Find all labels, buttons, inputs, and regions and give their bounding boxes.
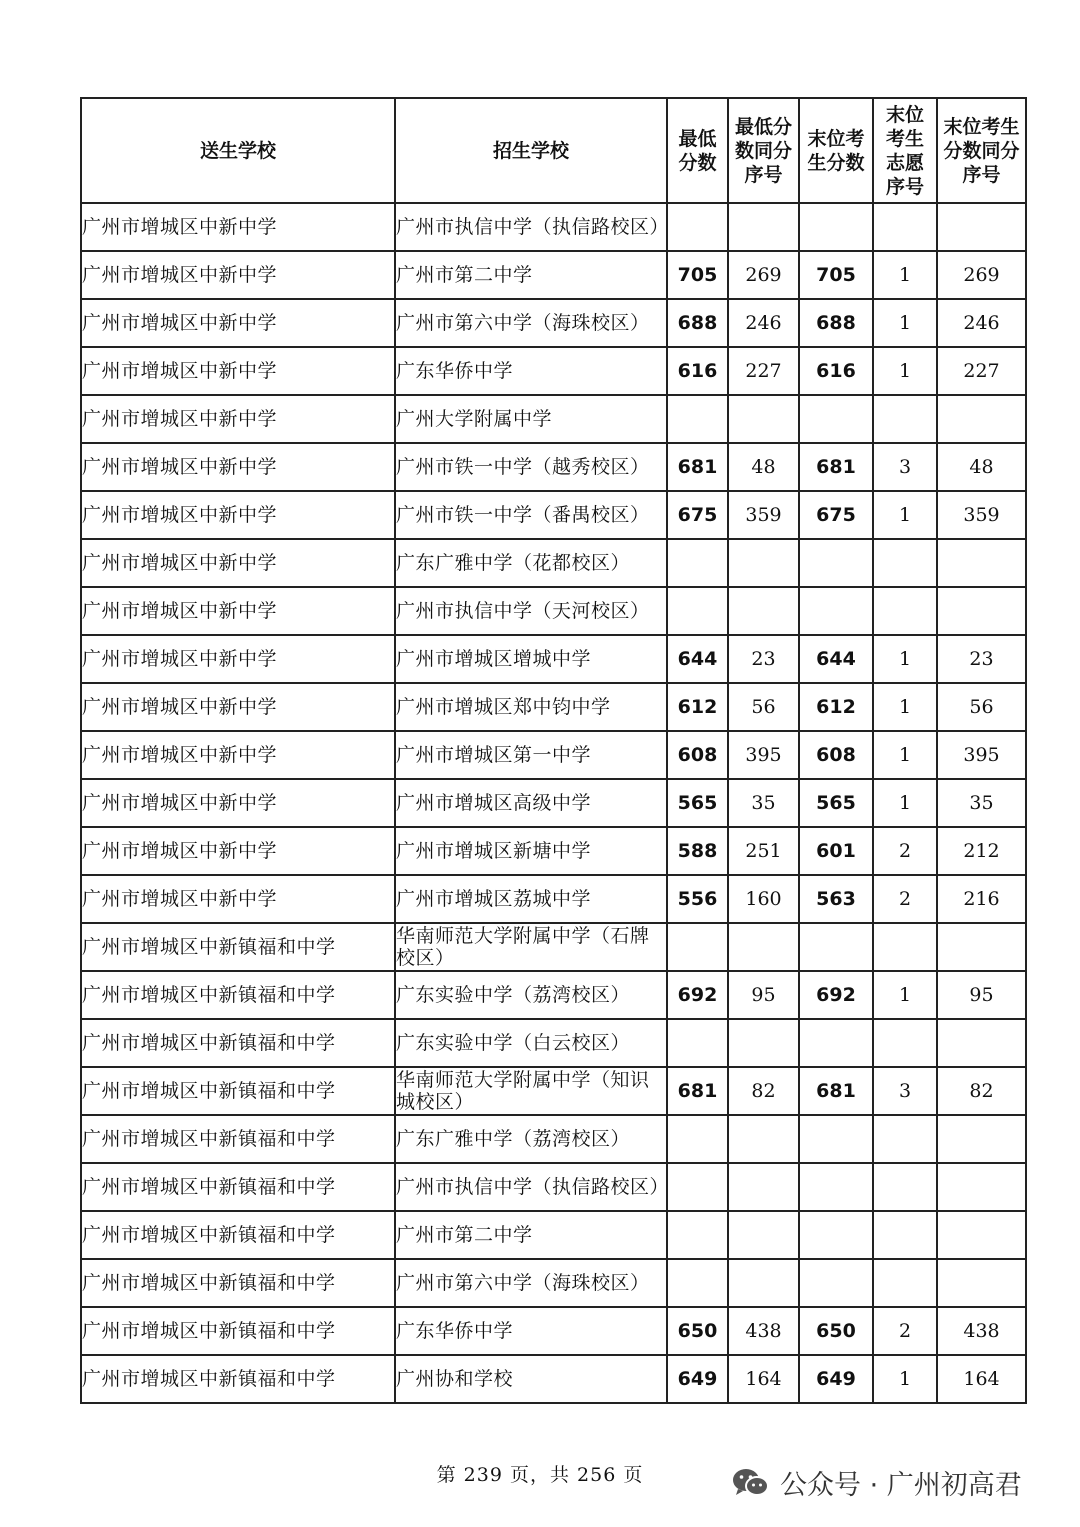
cell-last-score-rank (937, 1259, 1026, 1307)
cell-last-score-rank: 95 (937, 971, 1026, 1019)
table-row (81, 347, 1026, 395)
cell-min-score: 612 (667, 683, 728, 731)
cell-min-score: 649 (667, 1355, 728, 1403)
cell-min-score-rank (728, 395, 799, 443)
cell-sending-school: 广州市增城区中新镇福和中学 (81, 1115, 395, 1163)
cell-min-score-rank: 438 (728, 1307, 799, 1355)
cell-sending-school: 广州市增城区中新中学 (81, 683, 395, 731)
cell-sending-school: 广州市增城区中新镇福和中学 (81, 1307, 395, 1355)
cell-sending-school: 广州市增城区中新中学 (81, 203, 395, 251)
cell-last-score (799, 203, 873, 251)
cell-min-score (667, 1211, 728, 1259)
cell-min-score: 650 (667, 1307, 728, 1355)
cell-last-score (799, 1259, 873, 1307)
cell-admitting-school: 广州市增城区新塘中学 (395, 827, 667, 875)
table-row (81, 587, 1026, 635)
cell-sending-school: 广州市增城区中新中学 (81, 395, 395, 443)
cell-last-score-rank: 227 (937, 347, 1026, 395)
cell-sending-school: 广州市增城区中新中学 (81, 779, 395, 827)
cell-last-score (799, 539, 873, 587)
cell-admitting-school: 华南师范大学附属中学（石牌校区） (395, 923, 667, 971)
cell-min-score (667, 587, 728, 635)
cell-last-score-rank: 216 (937, 875, 1026, 923)
cell-admitting-school: 广州市增城区增城中学 (395, 635, 667, 683)
cell-last-choice-no: 3 (873, 443, 937, 491)
cell-min-score (667, 923, 728, 971)
cell-min-score-rank: 23 (728, 635, 799, 683)
cell-min-score: 681 (667, 1067, 728, 1115)
cell-sending-school: 广州市增城区中新中学 (81, 827, 395, 875)
cell-min-score-rank: 251 (728, 827, 799, 875)
cell-sending-school: 广州市增城区中新中学 (81, 347, 395, 395)
cell-last-score-rank: 395 (937, 731, 1026, 779)
header-min-score-rank: 最低分 数同分 序号 (728, 98, 799, 203)
table-row (81, 1163, 1026, 1211)
cell-last-score-rank (937, 395, 1026, 443)
cell-last-score-rank (937, 539, 1026, 587)
table-row (81, 1259, 1026, 1307)
cell-min-score-rank (728, 923, 799, 971)
cell-last-choice-no: 2 (873, 875, 937, 923)
cell-min-score-rank: 160 (728, 875, 799, 923)
cell-last-score-rank: 359 (937, 491, 1026, 539)
header-admitting-school: 招生学校 (395, 98, 667, 203)
cell-min-score: 556 (667, 875, 728, 923)
cell-sending-school: 广州市增城区中新中学 (81, 875, 395, 923)
cell-last-choice-no: 1 (873, 299, 937, 347)
cell-admitting-school: 广州市执信中学（执信路校区） (395, 203, 667, 251)
cell-last-choice-no (873, 1163, 937, 1211)
cell-last-score: 681 (799, 443, 873, 491)
cell-min-score (667, 1019, 728, 1067)
cell-min-score: 692 (667, 971, 728, 1019)
cell-admitting-school: 广州市增城区高级中学 (395, 779, 667, 827)
cell-admitting-school: 广州市铁一中学（番禺校区） (395, 491, 667, 539)
header-last-score-rank: 末位考生 分数同分 序号 (937, 98, 1026, 203)
cell-min-score-rank: 359 (728, 491, 799, 539)
cell-last-choice-no (873, 923, 937, 971)
cell-last-score-rank (937, 1019, 1026, 1067)
cell-sending-school: 广州市增城区中新中学 (81, 635, 395, 683)
cell-last-score: 608 (799, 731, 873, 779)
cell-min-score-rank (728, 1019, 799, 1067)
wechat-icon (732, 1467, 770, 1499)
cell-last-score (799, 395, 873, 443)
cell-last-choice-no: 1 (873, 635, 937, 683)
cell-admitting-school: 广州市执信中学（执信路校区） (395, 1163, 667, 1211)
cell-sending-school: 广州市增城区中新镇福和中学 (81, 923, 395, 971)
table-row (81, 1211, 1026, 1259)
cell-min-score (667, 1259, 728, 1307)
cell-last-score (799, 1163, 873, 1211)
table-row (81, 683, 1026, 731)
cell-min-score-rank: 56 (728, 683, 799, 731)
cell-sending-school: 广州市增城区中新中学 (81, 491, 395, 539)
cell-admitting-school: 广州市第六中学（海珠校区） (395, 1259, 667, 1307)
cell-sending-school: 广州市增城区中新中学 (81, 299, 395, 347)
cell-sending-school: 广州市增城区中新镇福和中学 (81, 1067, 395, 1115)
cell-last-score: 688 (799, 299, 873, 347)
cell-last-choice-no (873, 203, 937, 251)
cell-last-choice-no: 1 (873, 731, 937, 779)
cell-last-score: 650 (799, 1307, 873, 1355)
cell-last-choice-no: 1 (873, 251, 937, 299)
watermark-text: 公众号 · 广州初高君 (780, 1470, 1022, 1501)
cell-sending-school: 广州市增城区中新镇福和中学 (81, 1019, 395, 1067)
header-sending-school: 送生学校 (81, 98, 395, 203)
cell-admitting-school: 广州市增城区荔城中学 (395, 875, 667, 923)
cell-last-score-rank (937, 203, 1026, 251)
cell-last-choice-no: 1 (873, 1355, 937, 1403)
cell-admitting-school: 广州市第二中学 (395, 1211, 667, 1259)
cell-admitting-school: 广东广雅中学（花都校区） (395, 539, 667, 587)
cell-min-score-rank (728, 587, 799, 635)
cell-admitting-school: 广州市执信中学（天河校区） (395, 587, 667, 635)
cell-min-score-rank: 164 (728, 1355, 799, 1403)
cell-last-score-rank (937, 587, 1026, 635)
cell-min-score-rank (728, 539, 799, 587)
cell-min-score: 705 (667, 251, 728, 299)
cell-min-score-rank (728, 1259, 799, 1307)
cell-last-score-rank: 269 (937, 251, 1026, 299)
cell-admitting-school: 华南师范大学附属中学（知识城校区） (395, 1067, 667, 1115)
cell-min-score-rank (728, 1211, 799, 1259)
cell-sending-school: 广州市增城区中新镇福和中学 (81, 1163, 395, 1211)
cell-min-score (667, 539, 728, 587)
cell-last-score-rank: 56 (937, 683, 1026, 731)
table-row (81, 635, 1026, 683)
cell-last-score-rank: 23 (937, 635, 1026, 683)
cell-last-score (799, 1211, 873, 1259)
cell-last-score: 563 (799, 875, 873, 923)
cell-min-score-rank: 246 (728, 299, 799, 347)
table-row (81, 827, 1026, 875)
table-body (81, 203, 1026, 1403)
cell-last-score: 681 (799, 1067, 873, 1115)
cell-admitting-school: 广州市第二中学 (395, 251, 667, 299)
cell-min-score-rank: 395 (728, 731, 799, 779)
cell-last-score: 705 (799, 251, 873, 299)
cell-last-score: 612 (799, 683, 873, 731)
cell-admitting-school: 广州协和学校 (395, 1355, 667, 1403)
cell-sending-school: 广州市增城区中新中学 (81, 443, 395, 491)
cell-last-score (799, 1115, 873, 1163)
header-last-choice-no: 末位 考生 志愿 序号 (873, 98, 937, 203)
cell-last-score (799, 587, 873, 635)
cell-last-choice-no: 1 (873, 491, 937, 539)
table-row (81, 971, 1026, 1019)
cell-last-score-rank: 212 (937, 827, 1026, 875)
cell-last-choice-no (873, 1019, 937, 1067)
table-row (81, 251, 1026, 299)
cell-min-score: 688 (667, 299, 728, 347)
table-row (81, 203, 1026, 251)
cell-admitting-school: 广东实验中学（荔湾校区） (395, 971, 667, 1019)
cell-admitting-school: 广东华侨中学 (395, 1307, 667, 1355)
cell-last-choice-no (873, 1211, 937, 1259)
cell-last-choice-no (873, 587, 937, 635)
cell-last-score-rank: 48 (937, 443, 1026, 491)
table-row (81, 1307, 1026, 1355)
table-row (81, 1355, 1026, 1403)
cell-last-score-rank: 164 (937, 1355, 1026, 1403)
cell-last-choice-no: 1 (873, 779, 937, 827)
table-row (81, 539, 1026, 587)
cell-last-score-rank (937, 1211, 1026, 1259)
cell-sending-school: 广州市增城区中新中学 (81, 539, 395, 587)
cell-last-choice-no (873, 1259, 937, 1307)
cell-last-choice-no (873, 539, 937, 587)
cell-sending-school: 广州市增城区中新镇福和中学 (81, 971, 395, 1019)
cell-min-score-rank: 227 (728, 347, 799, 395)
cell-admitting-school: 广东华侨中学 (395, 347, 667, 395)
cell-admitting-school: 广州市铁一中学（越秀校区） (395, 443, 667, 491)
cell-min-score: 565 (667, 779, 728, 827)
cell-last-score-rank (937, 1115, 1026, 1163)
watermark (732, 1463, 1022, 1502)
cell-sending-school: 广州市增城区中新中学 (81, 587, 395, 635)
cell-last-choice-no: 2 (873, 1307, 937, 1355)
cell-min-score: 644 (667, 635, 728, 683)
cell-min-score: 675 (667, 491, 728, 539)
cell-last-score: 649 (799, 1355, 873, 1403)
table-row (81, 443, 1026, 491)
table-row (81, 395, 1026, 443)
table-row (81, 491, 1026, 539)
cell-sending-school: 广州市增城区中新镇福和中学 (81, 1211, 395, 1259)
cell-last-score-rank (937, 1163, 1026, 1211)
cell-last-score-rank: 246 (937, 299, 1026, 347)
cell-last-choice-no: 1 (873, 683, 937, 731)
cell-min-score-rank: 95 (728, 971, 799, 1019)
table-row (81, 875, 1026, 923)
cell-last-score: 692 (799, 971, 873, 1019)
cell-min-score-rank: 48 (728, 443, 799, 491)
cell-admitting-school: 广州市增城区郑中钧中学 (395, 683, 667, 731)
cell-min-score-rank (728, 1115, 799, 1163)
cell-admitting-school: 广州市第六中学（海珠校区） (395, 299, 667, 347)
cell-last-score-rank: 35 (937, 779, 1026, 827)
cell-last-score: 644 (799, 635, 873, 683)
cell-last-score: 601 (799, 827, 873, 875)
header-last-score: 末位考 生分数 (799, 98, 873, 203)
table-row (81, 1019, 1026, 1067)
cell-admitting-school: 广东实验中学（白云校区） (395, 1019, 667, 1067)
cell-admitting-school: 广州市增城区第一中学 (395, 731, 667, 779)
table-row (81, 731, 1026, 779)
table-row (81, 1115, 1026, 1163)
table-row (81, 1067, 1026, 1115)
cell-last-score: 616 (799, 347, 873, 395)
table-row (81, 299, 1026, 347)
cell-last-choice-no: 2 (873, 827, 937, 875)
cell-min-score (667, 395, 728, 443)
table-row (81, 923, 1026, 971)
cell-last-score (799, 1019, 873, 1067)
cell-last-choice-no (873, 1115, 937, 1163)
cell-last-choice-no: 1 (873, 971, 937, 1019)
cell-last-score-rank (937, 923, 1026, 971)
cell-min-score: 588 (667, 827, 728, 875)
header-row (81, 98, 1026, 203)
cell-last-score: 565 (799, 779, 873, 827)
cell-min-score: 608 (667, 731, 728, 779)
cell-min-score (667, 1163, 728, 1211)
cell-last-score-rank: 82 (937, 1067, 1026, 1115)
admission-score-table (80, 97, 1027, 1404)
cell-min-score (667, 203, 728, 251)
table-row (81, 779, 1026, 827)
page-number: 第 239 页，共 256 页 (436, 1464, 644, 1486)
cell-admitting-school: 广东广雅中学（荔湾校区） (395, 1115, 667, 1163)
cell-sending-school: 广州市增城区中新镇福和中学 (81, 1355, 395, 1403)
cell-sending-school: 广州市增城区中新镇福和中学 (81, 1259, 395, 1307)
cell-last-score (799, 923, 873, 971)
cell-min-score-rank (728, 1163, 799, 1211)
cell-min-score: 681 (667, 443, 728, 491)
cell-min-score-rank: 82 (728, 1067, 799, 1115)
cell-last-choice-no (873, 395, 937, 443)
cell-min-score-rank: 35 (728, 779, 799, 827)
cell-last-score: 675 (799, 491, 873, 539)
cell-min-score-rank (728, 203, 799, 251)
cell-min-score (667, 1115, 728, 1163)
cell-last-choice-no: 1 (873, 347, 937, 395)
cell-admitting-school: 广州大学附属中学 (395, 395, 667, 443)
cell-min-score-rank: 269 (728, 251, 799, 299)
cell-sending-school: 广州市增城区中新中学 (81, 731, 395, 779)
header-min-score: 最低 分数 (667, 98, 728, 203)
cell-min-score: 616 (667, 347, 728, 395)
cell-last-score-rank: 438 (937, 1307, 1026, 1355)
cell-last-choice-no: 3 (873, 1067, 937, 1115)
cell-sending-school: 广州市增城区中新中学 (81, 251, 395, 299)
